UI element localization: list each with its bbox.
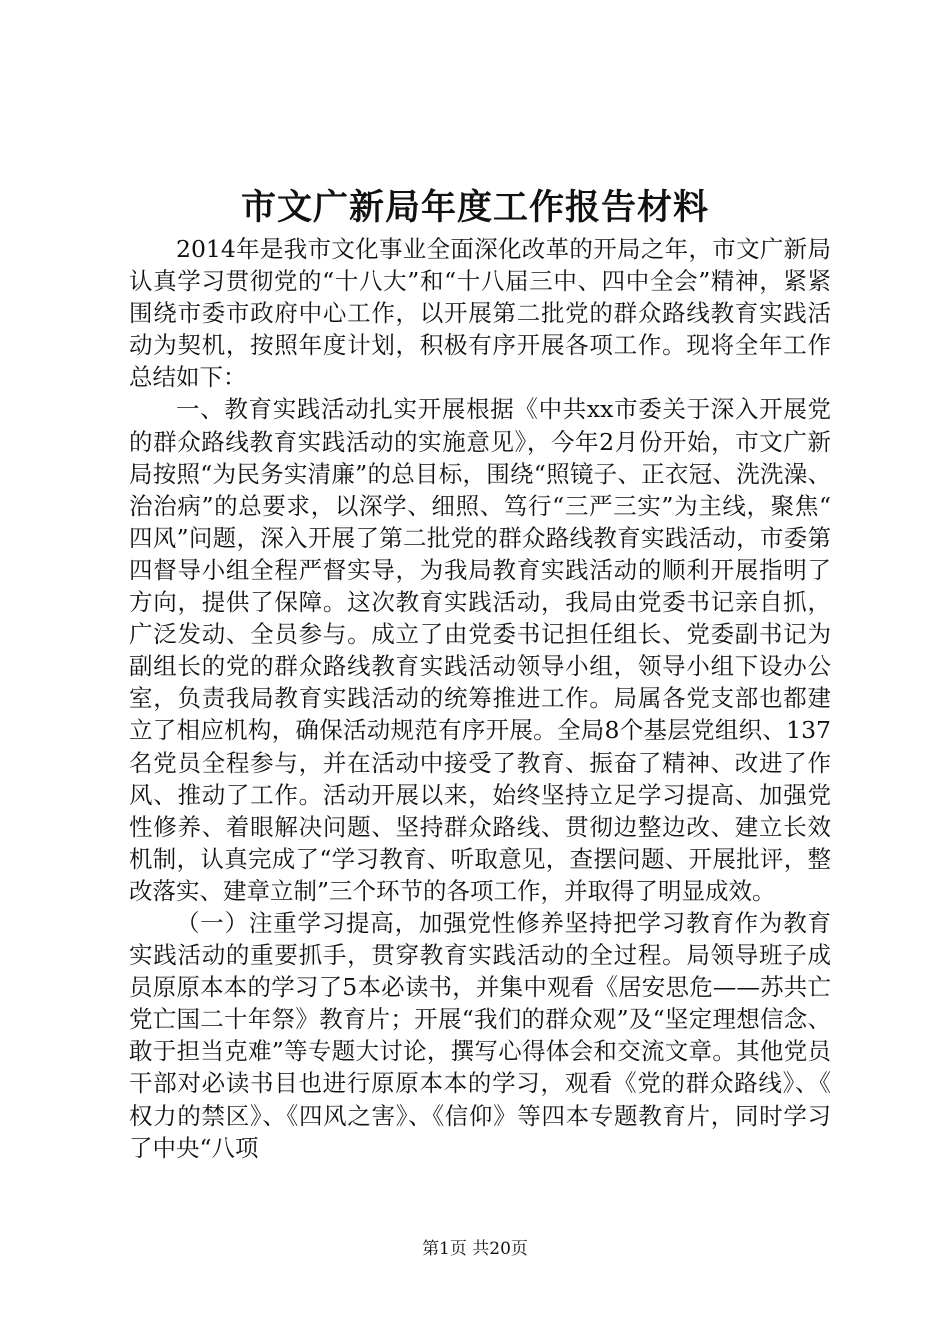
paragraph-section-1: 一、教育实践活动扎实开展根据《中共xx市委关于深入开展党的群众路线教育实践活动的实施意见》，今年2月份开始，市文广新局按照“为民务实清廉”的总目标，围绕“照镜子、正衣冠、洗洗澡、治治病”的总要求，以深学、细照、笃行“三严三实”为主线，聚焦“四风”问题，深入开展了第二批党的群众路线教育实践活动，市委第四督导小组全程严督实导，为我局教育实践活动的顺利开展指明了方向，提供了保障。这次教育实践活动，我局由党委书记亲自抓，广泛发动、全员参与。成立了由党委书记担任组长、党委副书记为副组长的党的群众路线教育实践活动领导小组，领导小组下设办公室，负责我局教育实践活动的统筹推进工作。局属各党支部也都建立了相应机构，确保活动规范有序开展。全局8个基层党组织、137名党员全程参与，并在活动中接受了教育、振奋了精神、改进了作风、推动了工作。活动开展以来，始终坚持立足学习提高、加强党性修养、着眼解决问题、坚持群众路线、贯彻边整边改、建立长效机制，认真完成了“学习教育、听取意见，查摆问题、开展批评，整改落实、建章立制”三个环节的各项工作，并取得了明显成效。 (129, 395, 831, 905)
paragraph-intro: 2014年是我市文化事业全面深化改革的开局之年，市文广新局认真学习贯彻党的“十八大”和“十八届三中、四中全会”精神，紧紧围绕市委市政府中心工作，以开展第二批党的群众路线教育实践活动为契机，按照年度计划，积极有序开展各项工作。现将全年工作总结如下： (129, 235, 831, 392)
document-body (129, 233, 831, 1164)
document-title: 市文广新局年度工作报告材料 (240, 187, 709, 228)
paragraph-subsection-1: （一）注重学习提高，加强党性修养坚持把学习教育作为教育实践活动的重要抓手，贯穿教育实践活动的全过程。局领导班子成员原原本本的学习了5本必读书，并集中观看《居安思危——苏共亡党亡国二十年祭》教育片；开展“我们的群众观”及“坚定理想信念、敢于担当克难”等专题大讨论，撰写心得体会和交流文章。其他党员干部对必读书目也进行原原本本的学习，观看《党的群众路线》、《权力的禁区》、《四风之害》、《信仰》等四本专题教育片，同时学习了中央“八项 (129, 908, 831, 1162)
page-number-footer: 第1页 共20页 (422, 1239, 528, 1259)
